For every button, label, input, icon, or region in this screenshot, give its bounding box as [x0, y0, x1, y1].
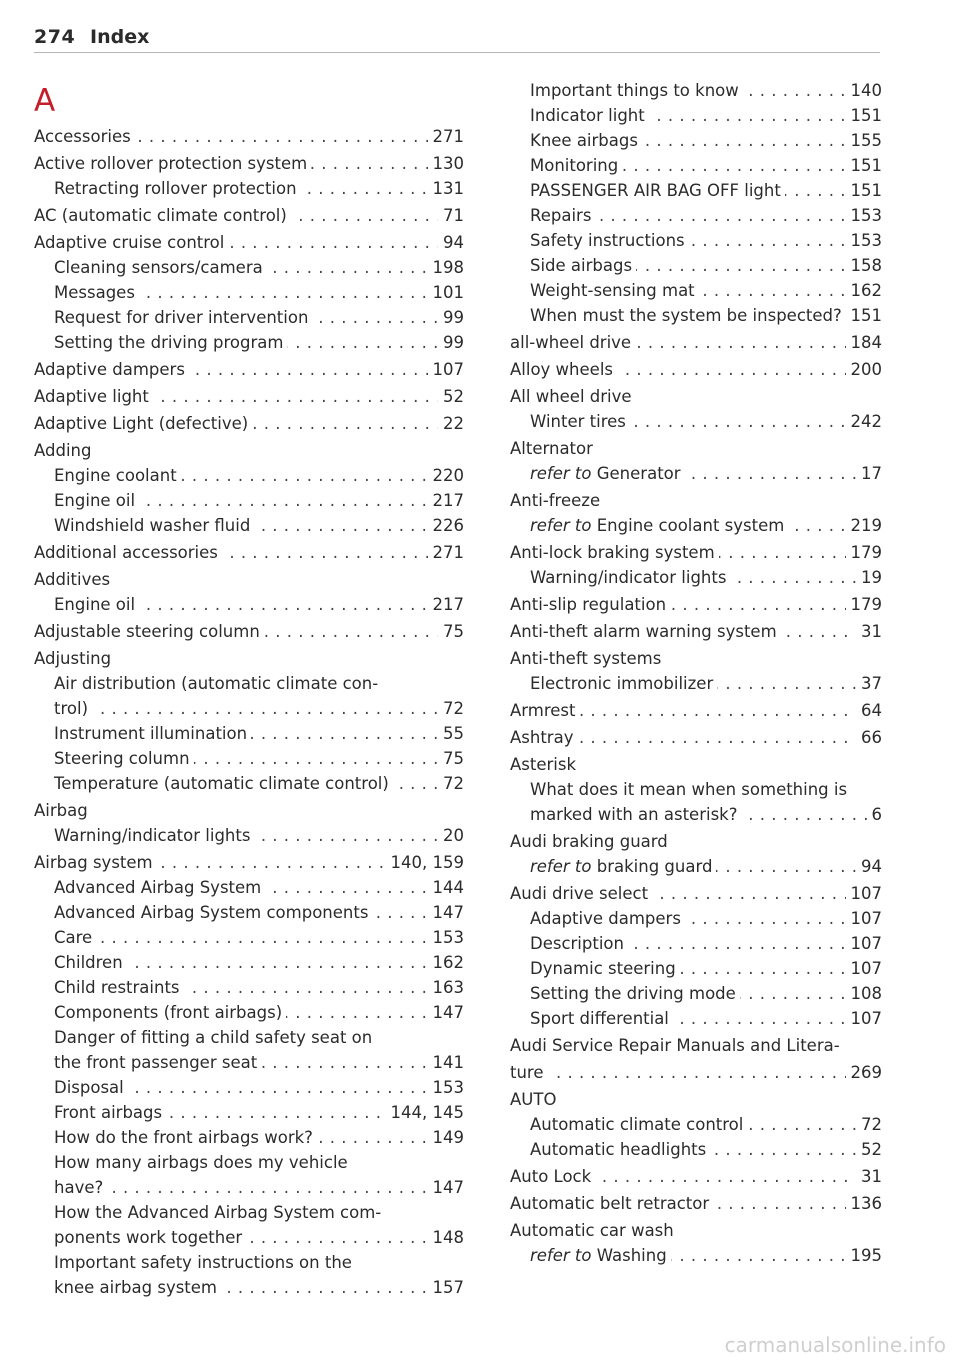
index-entry-page: 271	[428, 540, 465, 565]
index-entry-page: 153	[846, 203, 883, 228]
index-entry-term: Automatic climate control	[530, 1112, 747, 1137]
index-entry	[510, 646, 882, 671]
index-entry-page: 162	[846, 278, 883, 303]
index-entry-page: 269	[846, 1060, 883, 1085]
index-entry-term: Adaptive Light (defective)	[34, 411, 252, 436]
index-entry-term: When must the system be inspected?	[530, 303, 846, 328]
index-entry-term	[530, 854, 716, 879]
index-entry	[34, 1150, 464, 1175]
index-entry	[510, 1164, 882, 1189]
index-entry-term: Windshield washer fluid	[54, 513, 254, 538]
index-entry-page: 52	[856, 1137, 882, 1162]
index-entry-page: 147	[428, 900, 465, 925]
index-entry	[510, 592, 882, 617]
index-entry-term: Setting the driving program	[54, 330, 287, 355]
index-entry-term-text: Washing	[596, 1246, 667, 1265]
index-entry	[34, 1225, 464, 1250]
index-entry-term: How do the front airbags work?	[54, 1125, 317, 1150]
index-entry-term: PASSENGER AIR BAG OFF light	[530, 178, 785, 203]
index-entry-page: 94	[856, 854, 882, 879]
index-entry-term: marked with an asterisk?	[530, 802, 741, 827]
page-header	[34, 26, 880, 54]
index-entry-page: 217	[428, 488, 465, 513]
index-entry-page: 22	[438, 411, 464, 436]
index-entry	[34, 975, 464, 1000]
index-entry-page: 66	[856, 725, 882, 750]
index-entry-page: 141	[428, 1050, 465, 1075]
index-entry	[510, 777, 882, 802]
index-entry-page: 108	[846, 981, 883, 1006]
index-entry-term: Anti-slip regulation	[510, 592, 670, 617]
index-entry	[34, 513, 464, 538]
index-entry-term: AC (automatic climate control)	[34, 203, 291, 228]
index-entry	[34, 1025, 464, 1050]
index-column-left	[34, 78, 464, 1300]
index-entry	[34, 488, 464, 513]
index-entry	[510, 565, 882, 590]
index-entry-page: 131	[428, 176, 465, 201]
index-entry-term: Adaptive light	[34, 384, 153, 409]
index-entry	[34, 746, 464, 771]
index-entry-term: Monitoring	[530, 153, 622, 178]
index-entry-page: 64	[856, 698, 882, 723]
index-entry-term: Adaptive cruise control	[34, 230, 228, 255]
index-entry-page: 17	[856, 461, 882, 486]
index-entry-term: Audi Service Repair Manuals and Litera-	[510, 1033, 844, 1058]
index-entry	[510, 203, 882, 228]
index-entry-term: Adaptive dampers	[34, 357, 189, 382]
index-entry-page: 75	[438, 619, 464, 644]
index-entry-term: Setting the driving mode	[530, 981, 740, 1006]
index-entry-term: Repairs	[530, 203, 595, 228]
index-entry-page: 151	[846, 103, 883, 128]
index-entry	[510, 725, 882, 750]
index-entry-term: Front airbags	[54, 1100, 166, 1125]
index-entry-page: 153	[428, 1075, 465, 1100]
cross-reference-label: refer to	[530, 857, 592, 876]
index-entry	[34, 721, 464, 746]
index-entry-term: Temperature (automatic climate control)	[54, 771, 393, 796]
index-entry-term: Winter tires	[530, 409, 630, 434]
index-entry	[510, 752, 882, 777]
index-entry	[34, 124, 464, 149]
index-entry	[510, 461, 882, 486]
index-entry	[34, 330, 464, 355]
index-entry-page: 107	[846, 881, 883, 906]
index-entry-term: Adding	[34, 438, 95, 463]
index-entry-page: 158	[846, 253, 883, 278]
index-entry-term: What does it mean when something is	[530, 777, 851, 802]
index-entry	[34, 925, 464, 950]
index-entry	[34, 671, 464, 696]
index-entry-term-text: braking guard	[596, 857, 713, 876]
index-entry-term	[530, 513, 788, 538]
index-entry	[34, 1175, 464, 1200]
index-entry	[510, 513, 882, 538]
index-entry-term: How the Advanced Airbag System com-	[54, 1200, 385, 1225]
index-entry	[510, 278, 882, 303]
index-entry	[34, 1125, 464, 1150]
cross-reference-label: refer to	[530, 464, 592, 483]
index-entry	[510, 1137, 882, 1162]
index-entry	[34, 771, 464, 796]
index-entry-page: 195	[846, 1243, 883, 1268]
index-entry-page: 163	[428, 975, 465, 1000]
index-entry-page: 200	[846, 357, 883, 382]
index-entry-term: Description	[530, 931, 628, 956]
index-entry-page: 155	[846, 128, 883, 153]
index-entry-term: Danger of fitting a child safety seat on	[54, 1025, 376, 1050]
index-entry	[34, 950, 464, 975]
index-entry-term: Child restraints	[54, 975, 184, 1000]
index-entry-page: 99	[438, 330, 464, 355]
index-entry	[510, 1006, 882, 1031]
index-entry-term: Important things to know	[530, 78, 743, 103]
index-entry-term: Additional accessories	[34, 540, 222, 565]
index-entry-term-text: Engine coolant system	[596, 516, 785, 535]
index-entry-term-text: Generator	[596, 464, 681, 483]
index-entry-page: 271	[428, 124, 465, 149]
index-entry-page: 31	[856, 1164, 882, 1189]
index-entry	[34, 151, 464, 176]
index-entry-page: 107	[846, 906, 883, 931]
index-entry	[34, 900, 464, 925]
index-entry	[510, 384, 882, 409]
index-column-right	[510, 78, 882, 1268]
index-entry	[34, 305, 464, 330]
index-entry-term: trol)	[54, 696, 92, 721]
index-entry-page: 55	[438, 721, 464, 746]
index-entry-term: all-wheel drive	[510, 330, 635, 355]
index-entry	[510, 1112, 882, 1137]
index-entry	[34, 1250, 464, 1275]
index-entry	[510, 436, 882, 461]
index-entry-term: Warning/indicator lights	[54, 823, 254, 848]
index-entry-term: the front passenger seat	[54, 1050, 261, 1075]
index-entry-page: 20	[438, 823, 464, 848]
index-entry	[34, 203, 464, 228]
index-entry-page: 220	[428, 463, 465, 488]
index-entry	[34, 411, 464, 436]
index-entry	[34, 230, 464, 255]
index-entry	[34, 384, 464, 409]
index-entry-page: 94	[438, 230, 464, 255]
index-entry-page: 153	[428, 925, 465, 950]
index-entry	[34, 1200, 464, 1225]
index-entry	[34, 646, 464, 671]
index-entry-page: 72	[856, 1112, 882, 1137]
index-entry-term: ture	[510, 1060, 548, 1085]
index-entry	[510, 1033, 882, 1058]
index-entry	[510, 802, 882, 827]
index-entry-term	[530, 1243, 671, 1268]
index-entry-page: 130	[428, 151, 465, 176]
index-entry-page: 153	[846, 228, 883, 253]
index-entry-page: 72	[438, 696, 464, 721]
index-entry-term: Side airbags	[530, 253, 636, 278]
index-entry-page: 148	[428, 1225, 465, 1250]
index-entry	[34, 357, 464, 382]
index-entry-term: Instrument illumination	[54, 721, 251, 746]
index-entry	[510, 78, 882, 103]
index-entry-list	[34, 124, 464, 1300]
index-entry-term: Sport differential	[530, 1006, 673, 1031]
index-entry-term: Airbag	[34, 798, 92, 823]
index-entry	[34, 255, 464, 280]
index-entry-term: Advanced Airbag System	[54, 875, 265, 900]
index-entry-page: 101	[428, 280, 465, 305]
index-entry	[34, 1075, 464, 1100]
index-entry-page: 144	[428, 875, 465, 900]
cross-reference-label: refer to	[530, 1246, 592, 1265]
index-entry	[34, 850, 464, 875]
index-entry-term: Ashtray	[510, 725, 577, 750]
index-entry-term: Adjusting	[34, 646, 115, 671]
index-entry	[34, 463, 464, 488]
index-entry-page: 37	[856, 671, 882, 696]
index-entry	[34, 280, 464, 305]
index-entry-page: 151	[846, 153, 883, 178]
index-entry	[510, 906, 882, 931]
section-title: Index	[90, 26, 150, 48]
index-entry-page: 162	[428, 950, 465, 975]
index-entry-page: 107	[846, 931, 883, 956]
index-entry	[510, 330, 882, 355]
index-entry-term: How many airbags does my vehicle	[54, 1150, 352, 1175]
index-entry-page: 144, 145	[386, 1100, 464, 1125]
index-entry-page: 147	[428, 1175, 465, 1200]
index-entry-page: 179	[846, 592, 883, 617]
page-number: 274	[34, 26, 76, 48]
watermark: carmanualsonline.info	[724, 1333, 946, 1357]
index-entry-term: Audi drive select	[510, 881, 652, 906]
index-entry-list	[510, 78, 882, 1268]
index-entry	[510, 540, 882, 565]
index-entry	[34, 438, 464, 463]
index-entry-page: 136	[846, 1191, 883, 1216]
index-entry	[510, 619, 882, 644]
index-entry-page: 72	[438, 771, 464, 796]
index-entry-term: Components (front airbags)	[54, 1000, 286, 1025]
index-entry-term: Engine oil	[54, 592, 139, 617]
index-entry-page: 198	[428, 255, 465, 280]
index-entry-page: 71	[438, 203, 464, 228]
index-entry-term: Adaptive dampers	[530, 906, 685, 931]
index-entry-term: knee airbag system	[54, 1275, 221, 1300]
index-entry-term: Request for driver intervention	[54, 305, 312, 330]
index-entry	[510, 153, 882, 178]
index-entry-term: Anti-theft systems	[510, 646, 665, 671]
index-entry	[34, 875, 464, 900]
index-entry-term: Indicator light	[530, 103, 649, 128]
index-entry-term: Anti-lock braking system	[510, 540, 719, 565]
index-entry-term: Automatic belt retractor	[510, 1191, 713, 1216]
index-entry-page: 107	[846, 956, 883, 981]
index-entry-term: Children	[54, 950, 127, 975]
index-entry-term: All wheel drive	[510, 384, 636, 409]
cross-reference-label: refer to	[530, 516, 592, 535]
index-entry	[34, 619, 464, 644]
index-entry-term: Advanced Airbag System components	[54, 900, 372, 925]
index-entry-term: Airbag system	[34, 850, 157, 875]
index-entry	[510, 303, 882, 328]
index-entry-term: Care	[54, 925, 96, 950]
index-entry	[510, 357, 882, 382]
index-entry	[510, 1087, 882, 1112]
index-entry-page: 107	[428, 357, 465, 382]
index-entry-term: Auto Lock	[510, 1164, 595, 1189]
index-entry	[34, 176, 464, 201]
index-entry-page: 52	[438, 384, 464, 409]
index-entry	[510, 488, 882, 513]
index-entry-term: ponents work together	[54, 1225, 246, 1250]
index-entry-page: 147	[428, 1000, 465, 1025]
index-entry-term: Anti-theft alarm warning system	[510, 619, 781, 644]
index-entry	[510, 1243, 882, 1268]
index-entry	[510, 854, 882, 879]
index-entry	[34, 696, 464, 721]
index-entry-term: Important safety instructions on the	[54, 1250, 356, 1275]
index-entry-page: 242	[846, 409, 883, 434]
index-entry-term: Disposal	[54, 1075, 128, 1100]
index-entry-page: 140, 159	[386, 850, 464, 875]
index-entry-term: Retracting rollover protection	[54, 176, 301, 201]
index-entry-page: 226	[428, 513, 465, 538]
index-entry-term: Engine oil	[54, 488, 139, 513]
index-entry-page: 6	[867, 802, 883, 827]
index-entry-page: 179	[846, 540, 883, 565]
index-entry	[510, 409, 882, 434]
index-entry-term: Messages	[54, 280, 139, 305]
index-entry-term: Knee airbags	[530, 128, 642, 153]
index-entry-term: AUTO	[510, 1087, 560, 1112]
index-entry	[34, 1000, 464, 1025]
index-entry-page: 99	[438, 305, 464, 330]
index-entry-term: Steering column	[54, 746, 194, 771]
index-entry-term: have?	[54, 1175, 107, 1200]
index-entry-page: 31	[856, 619, 882, 644]
index-entry-page: 75	[438, 746, 464, 771]
index-entry	[510, 671, 882, 696]
index-entry-term: Anti-freeze	[510, 488, 604, 513]
index-entry	[510, 128, 882, 153]
index-entry	[34, 823, 464, 848]
index-entry	[510, 1218, 882, 1243]
index-entry	[510, 178, 882, 203]
index-entry	[510, 931, 882, 956]
index-entry	[510, 228, 882, 253]
index-entry	[510, 698, 882, 723]
index-entry	[34, 1100, 464, 1125]
index-entry-term: Asterisk	[510, 752, 580, 777]
index-entry	[510, 829, 882, 854]
index-entry-term	[530, 461, 685, 486]
index-entry-page: 151	[846, 178, 883, 203]
index-entry-page: 157	[428, 1275, 465, 1300]
index-entry-page: 140	[846, 78, 883, 103]
index-entry-term: Weight-sensing mat	[530, 278, 699, 303]
index-entry-term: Additives	[34, 567, 114, 592]
index-entry-term: Active rollover protection system	[34, 151, 311, 176]
index-entry-term: Warning/indicator lights	[530, 565, 730, 590]
index-entry-page: 107	[846, 1006, 883, 1031]
index-letter-heading: A	[34, 83, 56, 119]
index-entry	[510, 981, 882, 1006]
index-entry-term: Automatic car wash	[510, 1218, 678, 1243]
index-entry-term: Accessories	[34, 124, 135, 149]
index-entry-term: Air distribution (automatic climate con-	[54, 671, 382, 696]
index-entry-term: Safety instructions	[530, 228, 689, 253]
index-entry-page: 217	[428, 592, 465, 617]
index-entry-term: Automatic headlights	[530, 1137, 710, 1162]
index-entry-term: Electronic immobilizer	[530, 671, 717, 696]
index-entry-term: Cleaning sensors/camera	[54, 255, 267, 280]
index-entry-term: Alternator	[510, 436, 597, 461]
index-entry	[510, 956, 882, 981]
index-entry	[34, 1275, 464, 1300]
index-entry-page: 151	[846, 303, 883, 328]
index-entry	[34, 592, 464, 617]
index-entry	[510, 103, 882, 128]
header-rule	[34, 52, 880, 53]
index-entry	[34, 798, 464, 823]
index-entry-term: Dynamic steering	[530, 956, 680, 981]
index-entry-page: 184	[846, 330, 883, 355]
index-entry	[510, 1191, 882, 1216]
index-entry-page: 149	[428, 1125, 465, 1150]
index-entry	[34, 540, 464, 565]
index-entry-term: Audi braking guard	[510, 829, 672, 854]
index-entry	[34, 1050, 464, 1075]
index-entry	[510, 881, 882, 906]
index-entry-term: Adjustable steering column	[34, 619, 264, 644]
index-entry-term: Armrest	[510, 698, 580, 723]
index-entry-page: 19	[856, 565, 882, 590]
index-entry-term: Alloy wheels	[510, 357, 617, 382]
index-entry-term: Engine coolant	[54, 463, 181, 488]
index-entry	[34, 567, 464, 592]
index-entry	[510, 253, 882, 278]
index-entry	[510, 1060, 882, 1085]
index-entry-page: 219	[846, 513, 883, 538]
